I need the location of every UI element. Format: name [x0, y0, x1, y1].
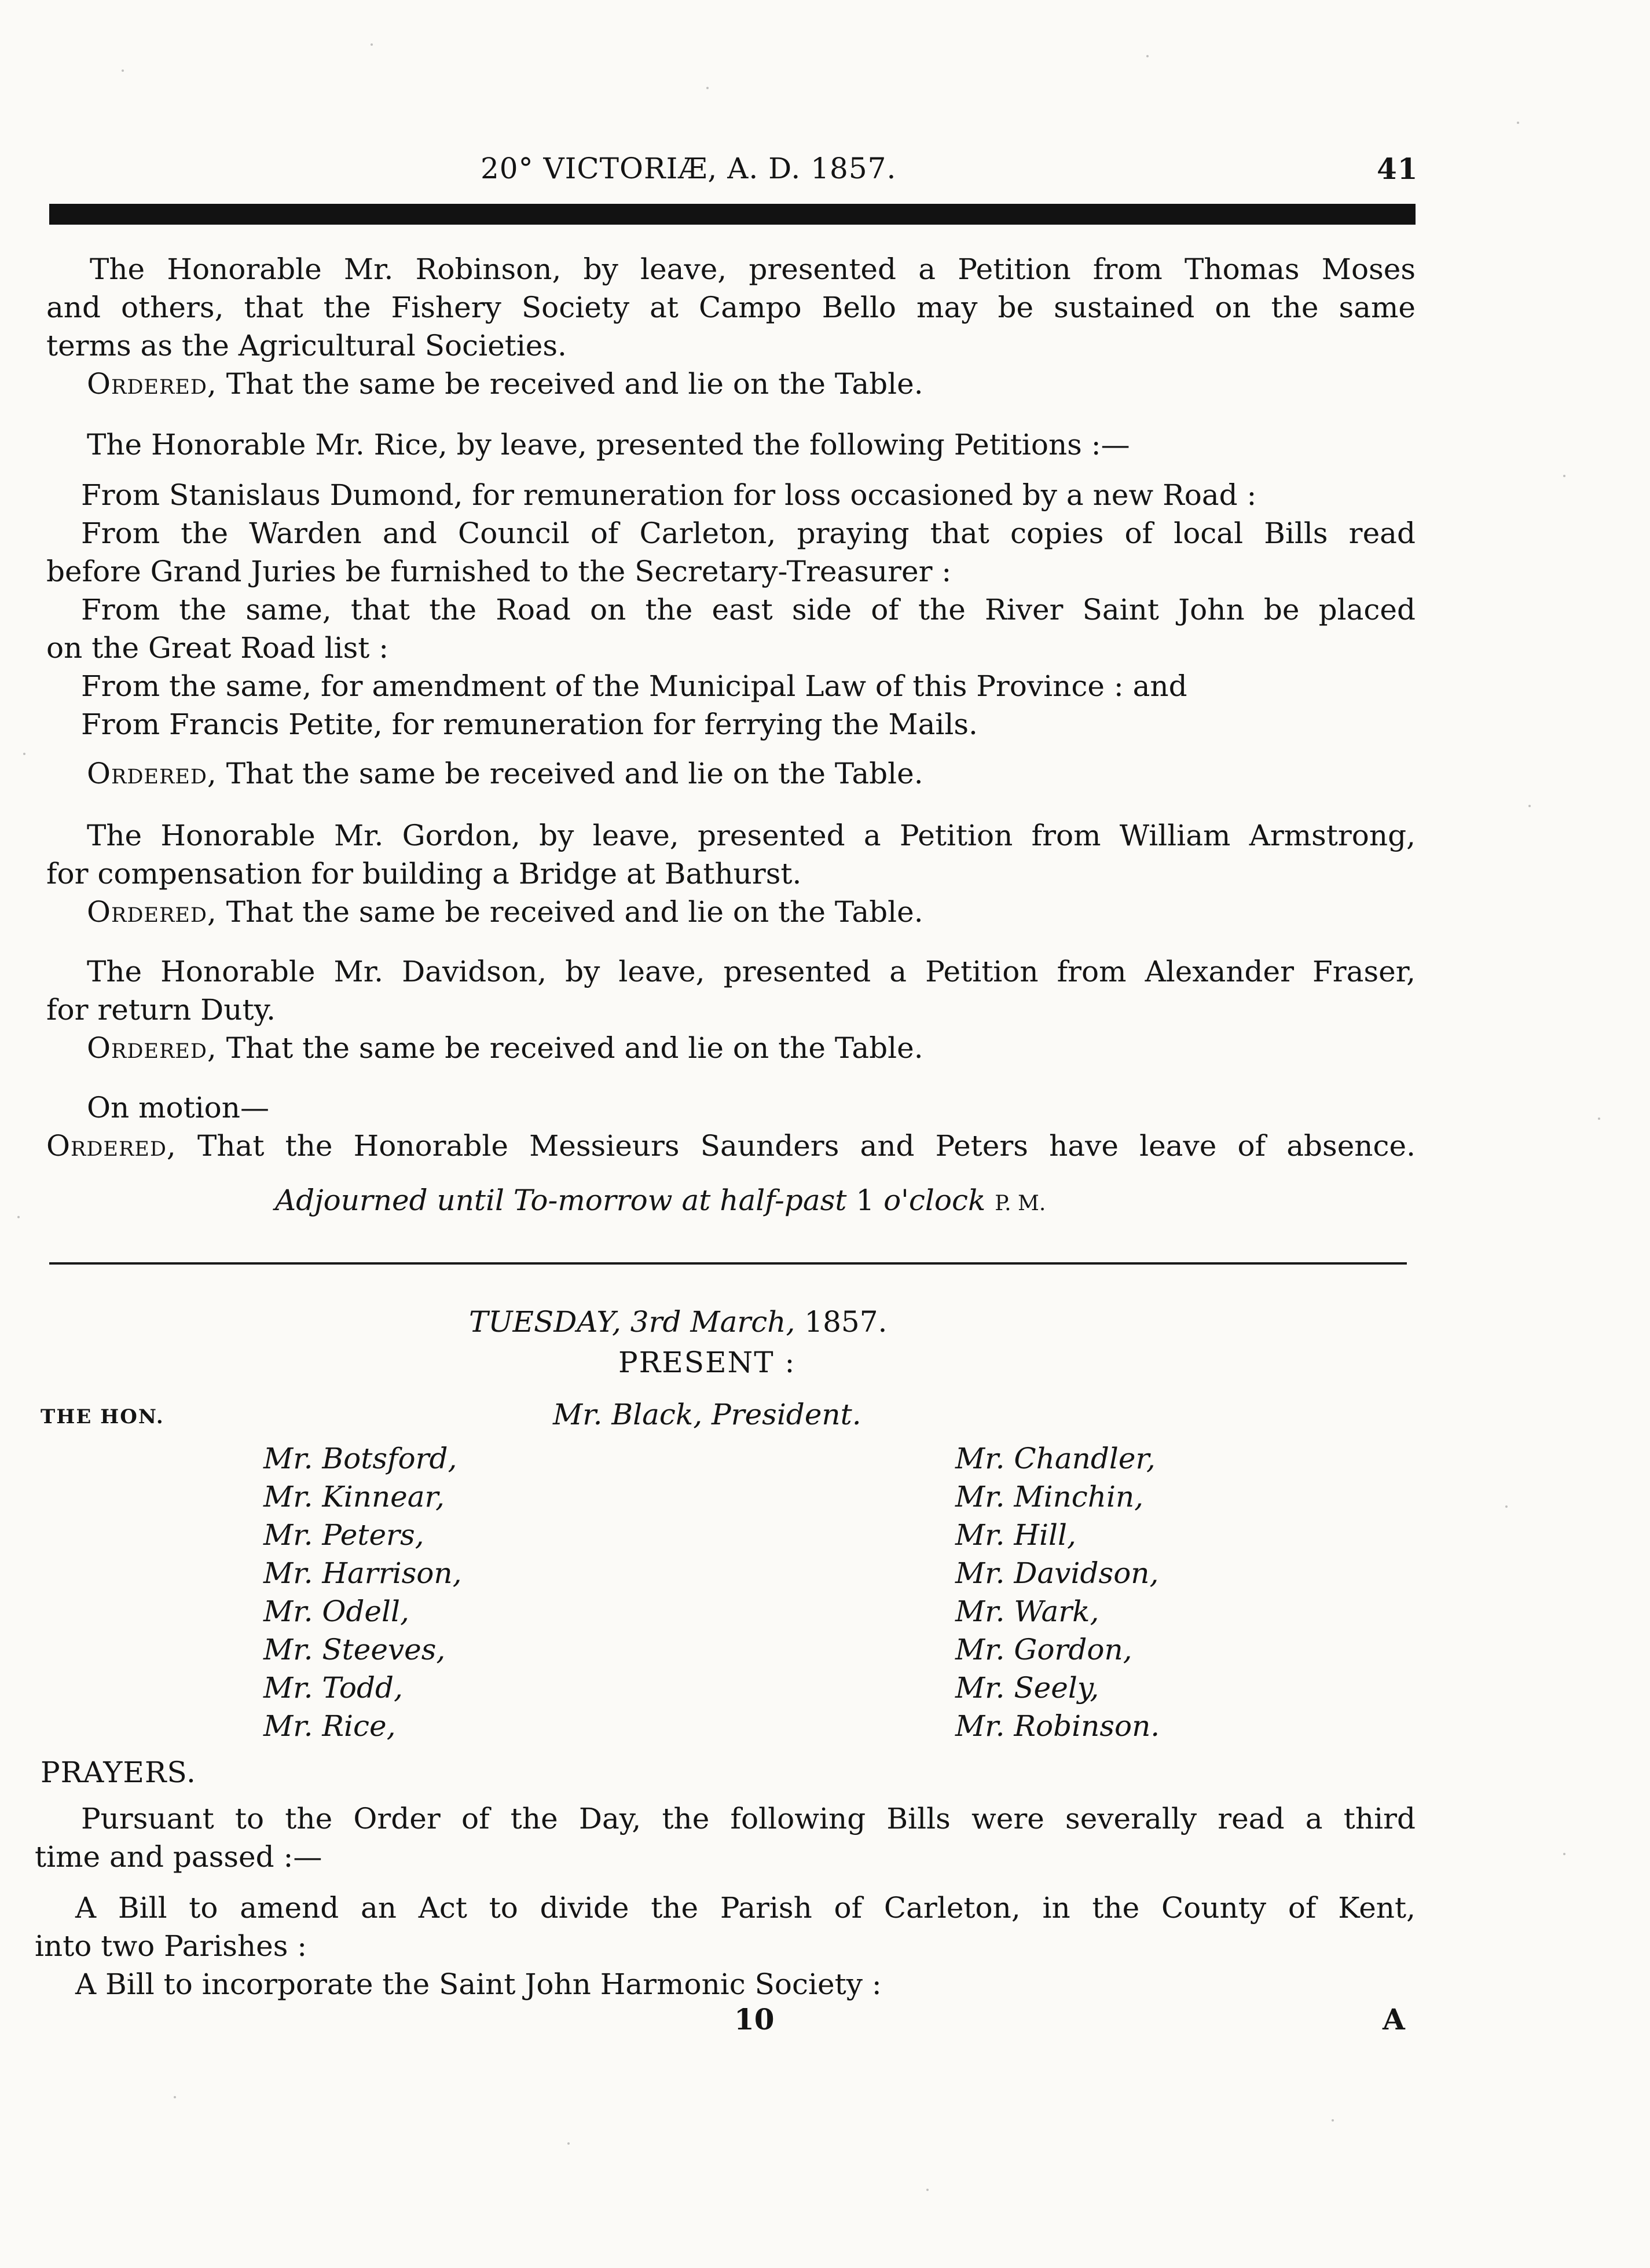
ordered-label: Ordered,	[87, 367, 217, 401]
header-rule	[49, 204, 1416, 225]
ordered-label: Ordered,	[87, 1031, 217, 1065]
president-line: Mr. Black, President.	[553, 1398, 861, 1431]
member-name: Mr. Rice,	[263, 1709, 396, 1743]
signature-number: 10	[734, 2002, 775, 2036]
ordered-entry	[87, 365, 923, 403]
ordered-entry	[87, 1029, 923, 1067]
ordered-label: Ordered,	[87, 895, 217, 929]
member-name: Mr. Botsford,	[263, 1442, 457, 1475]
member-name: Mr. Minchin,	[955, 1480, 1144, 1514]
sitting-year: 1857.	[804, 1305, 888, 1339]
paragraph-line: The Honorable Mr. Rice, by leave, presented the following Petitions :—	[87, 428, 1130, 461]
paragraph-line: and others, that the Fishery Society at Campo Bello may be sustained on the same	[46, 291, 1416, 324]
paragraph-line: From the same, for amendment of the Municipal Law of this Province : and	[81, 669, 1187, 703]
paragraph-line: for return Duty.	[46, 993, 276, 1027]
page-number: 41	[1377, 152, 1418, 186]
ordered-text: That the same be received and lie on the Table.	[226, 1031, 923, 1065]
ordered-entry	[87, 893, 923, 931]
paragraph-line: on the Great Road list :	[46, 631, 389, 665]
ordered-label: Ordered,	[46, 1129, 177, 1163]
adjourned-text: Adjourned until To-morrow at half-past	[275, 1184, 847, 1217]
present-heading: PRESENT :	[618, 1346, 796, 1379]
member-name: Mr. Davidson,	[955, 1556, 1159, 1590]
member-name: Mr. Hill,	[955, 1518, 1076, 1552]
paragraph-line: A Bill to incorporate the Saint John Harmonic Society :	[75, 1967, 882, 2001]
adjournment-line	[275, 1181, 1046, 1223]
paragraph-line: From the same, that the Road on the east side of the River Saint John be placed	[81, 593, 1416, 626]
sitting-date-italic: 3rd March,	[630, 1305, 795, 1339]
ordered-entry	[87, 754, 923, 793]
section-rule	[49, 1262, 1407, 1265]
paragraph-line: time and passed :—	[35, 1840, 322, 1874]
paragraph-line: A Bill to amend an Act to divide the Parish of Carleton, in the County of Kent,	[75, 1891, 1416, 1925]
paragraph-line: From Stanislaus Dumond, for remuneration for loss occasioned by a new Road :	[81, 478, 1257, 512]
member-name: Mr. Steeves,	[263, 1633, 446, 1666]
paragraph-line: From Francis Petite, for remuneration for ferrying the Mails.	[81, 708, 978, 741]
leave-text: That the Honorable Messieurs Saunders and Peters have leave of absence.	[197, 1129, 1416, 1163]
member-name: Mr. Peters,	[263, 1518, 424, 1552]
header-title: 20° VICTORIÆ, A. D. 1857.	[481, 152, 897, 185]
member-name: Mr. Odell,	[263, 1595, 409, 1628]
member-name: Mr. Seely,	[955, 1671, 1099, 1705]
ordered-text: That the same be received and lie on the Table.	[226, 895, 923, 929]
member-name: Mr. Chandler,	[955, 1442, 1156, 1475]
paragraph-line: From the Warden and Council of Carleton, praying that copies of local Bills read	[81, 516, 1416, 550]
ordered-text: That the same be received and lie on the Table.	[226, 757, 923, 790]
member-name: Mr. Robinson.	[955, 1709, 1160, 1743]
sitting-date	[469, 1303, 887, 1341]
paragraph-line: for compensation for building a Bridge at Bathurst.	[46, 857, 802, 891]
member-name: Mr. Kinnear,	[263, 1480, 445, 1514]
paragraph-line: Pursuant to the Order of the Day, the following Bills were severally read a third	[81, 1802, 1416, 1835]
motion-line: On motion—	[87, 1091, 269, 1124]
paragraph-line: The Honorable Mr. Gordon, by leave, presented a Petition from William Armstrong,	[87, 819, 1416, 852]
paragraph-line: The Honorable Mr. Davidson, by leave, presented a Petition from Alexander Fraser,	[87, 955, 1416, 988]
paragraph-line: terms as the Agricultural Societies.	[46, 329, 567, 362]
adjourned-pm: P. M.	[995, 1192, 1046, 1215]
paragraph-line: before Grand Juries be furnished to the Secretary-Treasurer :	[46, 555, 952, 588]
ordered-text: That the same be received and lie on the Table.	[226, 367, 923, 401]
member-name: Mr. Harrison,	[263, 1556, 462, 1590]
adjourned-time: 1	[856, 1184, 875, 1217]
paragraph-line: into two Parishes :	[35, 1929, 307, 1963]
member-name: Mr. Todd,	[263, 1671, 403, 1705]
ordered-label: Ordered,	[87, 757, 217, 790]
leave-of-absence-line	[46, 1127, 1416, 1165]
adjourned-clock: o'clock	[883, 1184, 986, 1217]
member-name: Mr. Wark,	[955, 1595, 1099, 1628]
signature-letter: A	[1383, 2002, 1405, 2036]
member-name: Mr. Gordon,	[955, 1633, 1132, 1666]
the-hon-label: THE HON.	[41, 1405, 164, 1428]
running-header	[0, 152, 1650, 192]
sitting-day: TUESDAY,	[469, 1305, 621, 1339]
prayers-heading: PRAYERS.	[41, 1756, 196, 1789]
paragraph-line: The Honorable Mr. Robinson, by leave, presented a Petition from Thomas Moses	[90, 252, 1416, 286]
